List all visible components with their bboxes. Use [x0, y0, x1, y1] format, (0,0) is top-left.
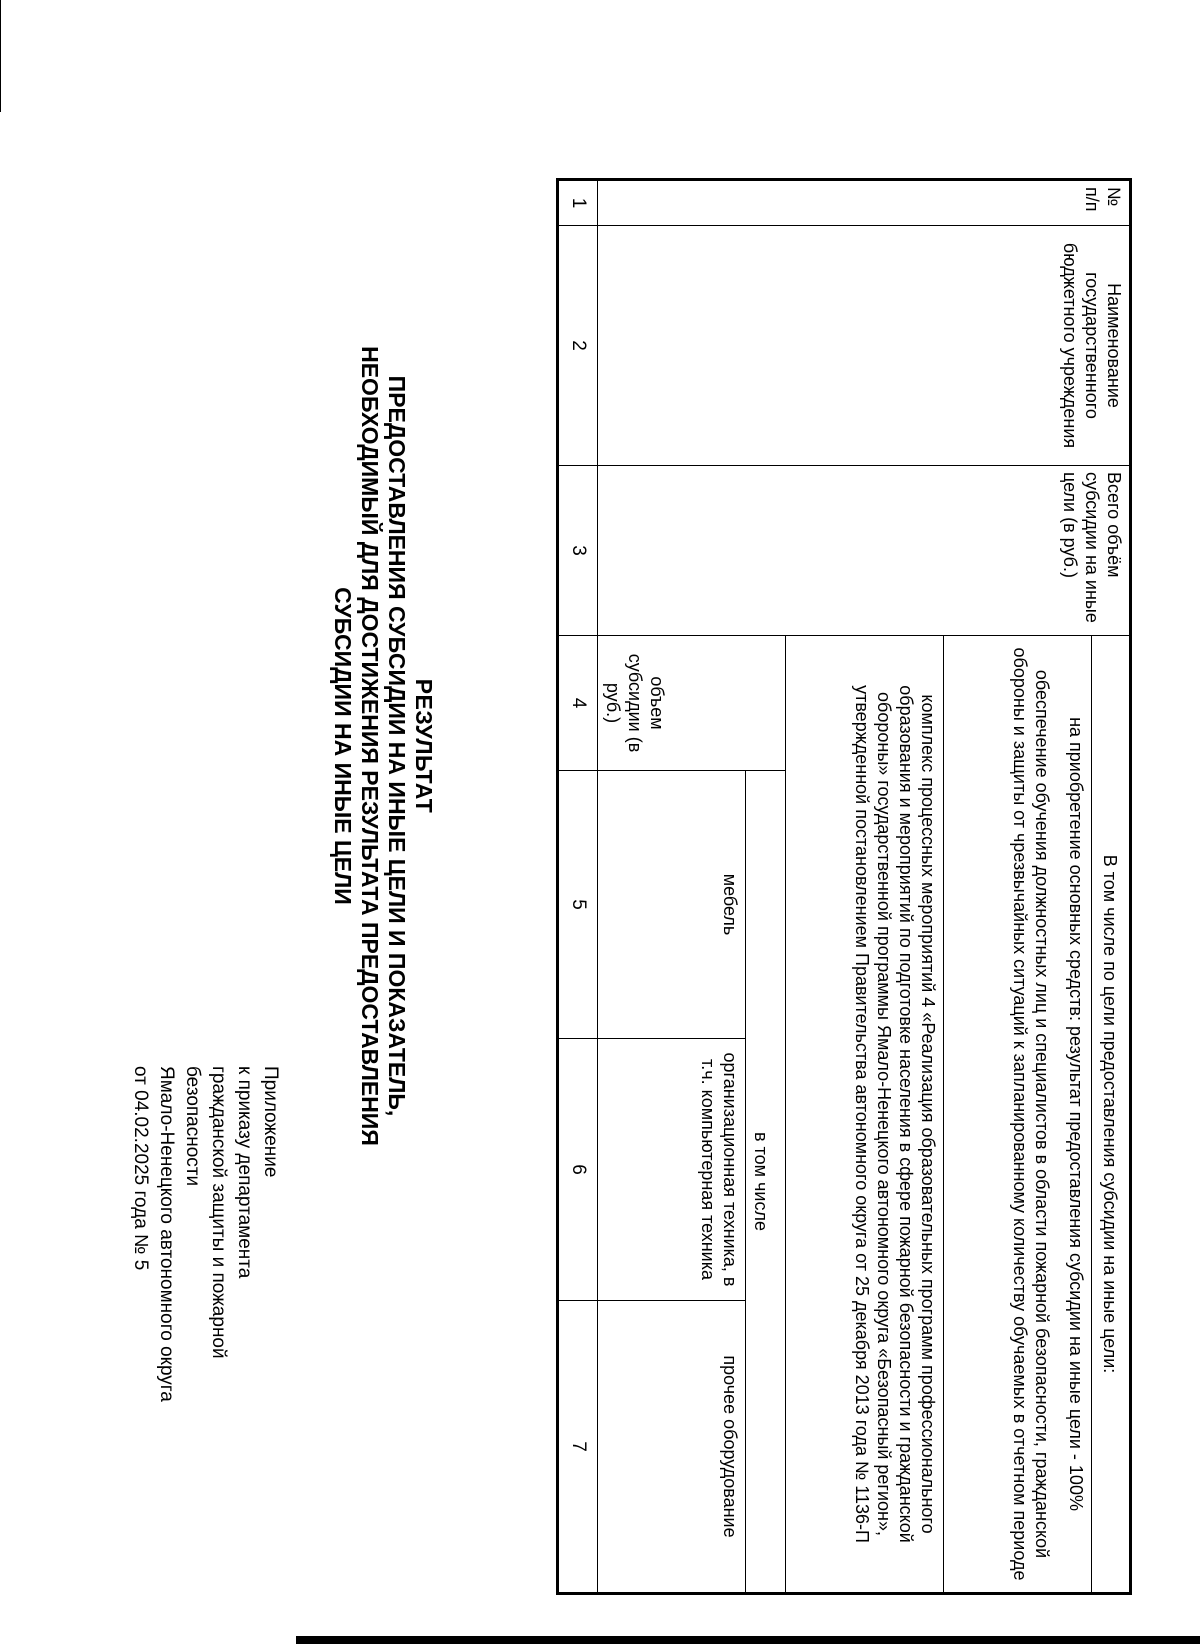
header-program: комплекс процессных мероприятий 4 «Реализация образовательных программ профессионального образования и мероприятий по подготовке населения в сфере пожарной безопасности и гражданской обороны» государственной программы Ямало-Ненецкого автономного округа «Безопасный регион», утвержденной постановлением Правительства автономного округа от 25 декабря 2013 года № 1136-П [786, 636, 944, 1593]
title-line: СУБСИДИИ НА ИНЫЕ ЦЕЛИ [330, 587, 356, 905]
header-volume: объем субсидии (в руб.) [598, 636, 786, 771]
column-number: 3 [559, 466, 598, 636]
column-number: 5 [559, 771, 598, 1039]
result-text: на приобретение основных средств: результат предоставления субсидии на иные цели - 100% [1066, 717, 1086, 1511]
header-institution-name: Наименование государственного бюджетного учреждения [598, 226, 1130, 466]
appendix-block [127, 1066, 283, 1626]
column-number: 4 [559, 636, 598, 771]
header-other-equipment: прочее оборудование [598, 1301, 746, 1593]
appendix-line: Приложение [260, 1066, 281, 1178]
header-furniture: мебель [598, 771, 746, 1039]
column-number: 7 [559, 1301, 598, 1593]
header-result-and-indicator [944, 636, 1092, 1593]
document-title [329, 156, 437, 1336]
title-line: РЕЗУЛЬТАТ [411, 678, 437, 814]
column-number: 1 [559, 181, 598, 226]
indicator-text: обеспечение обучения должностных лиц и специалистов в области пожарной безопасности, гражданской обороны и защиты от чрезвычайных ситуаций к запланированному количеству обучаемых в отчетном периоде [1010, 647, 1052, 1581]
column-number: 6 [559, 1039, 598, 1301]
header-total-volume: Всего объём субсидии на иные цели (в руб.) [598, 466, 1130, 636]
appendix-line: Ямало-Ненецкого автономного округа [156, 1066, 177, 1402]
subsidy-table [558, 180, 1130, 1593]
header-goal: В том числе по цели предоставления субсидии на иные цели: [1092, 636, 1130, 1593]
header-num: № п/п [598, 181, 1130, 226]
title-line: ПРЕДОСТАВЛЕНИЯ СУБСИДИИ НА ИНЫЕ ЦЕЛИ И ПОКАЗАТЕЛЬ, [384, 375, 410, 1117]
title-line: НЕОБХОДИМЫЙ ДЛЯ ДОСТИЖЕНИЯ РЕЗУЛЬТАТА ПРЕДОСТАВЛЕНИЯ [357, 346, 383, 1146]
appendix-line: к приказу департамента [234, 1066, 255, 1279]
appendix-line: безопасности [182, 1066, 203, 1187]
appendix-line: от 04.02.2025 года № 5 [130, 1066, 151, 1271]
header-org-tech: организационная техника, в т.ч. компьютерная техника [598, 1039, 746, 1301]
appendix-line: гражданской защиты и пожарной [208, 1066, 229, 1359]
header-including: в том числе [746, 771, 786, 1593]
column-number: 2 [559, 226, 598, 466]
